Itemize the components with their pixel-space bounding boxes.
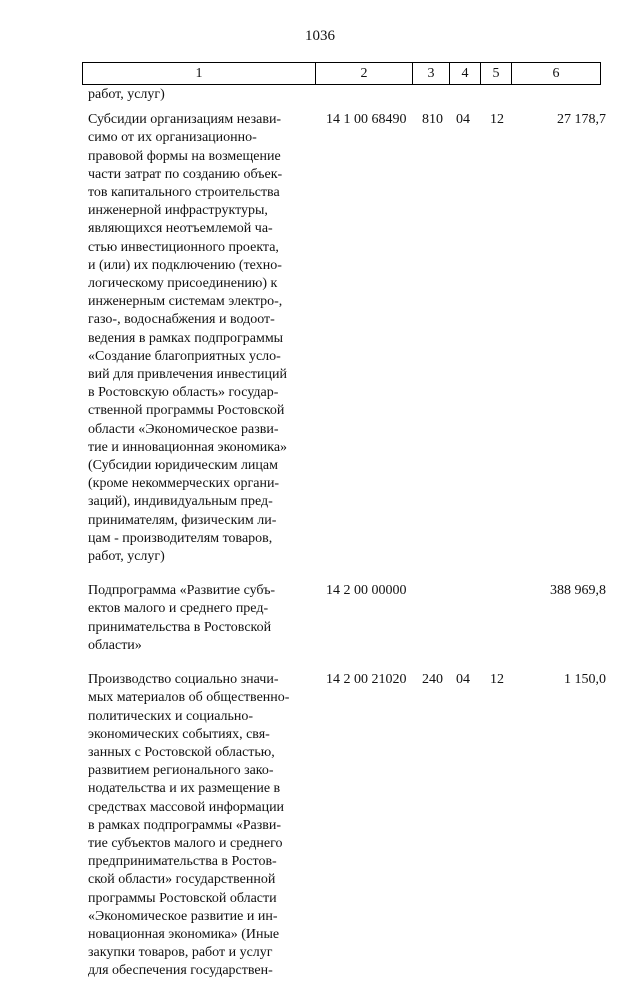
table-row xyxy=(88,111,608,566)
amount: 388 969,8 xyxy=(550,583,606,599)
target-article-code: 14 2 00 21020 xyxy=(326,672,407,688)
description-line: в рамках подпрограммы «Разви- xyxy=(88,817,282,833)
column-header-2: 2 xyxy=(316,63,413,85)
description-line: заций), индивидуальным пред- xyxy=(88,494,273,510)
budget-table-body xyxy=(88,86,608,997)
description-line: в Ростовскую область» государ- xyxy=(88,385,279,401)
description-line: логическому присоединению) к xyxy=(88,276,278,292)
description-line: инженерным системам электро-, xyxy=(88,294,283,310)
column-header-table xyxy=(82,62,601,85)
row-description xyxy=(88,111,308,566)
description-line: ектов малого и среднего пред- xyxy=(88,601,269,617)
column-header-6: 6 xyxy=(512,63,601,85)
description-line: работ, услуг) xyxy=(88,87,165,102)
section-code: 04 xyxy=(456,112,470,128)
description-line: предпринимательства в Ростов- xyxy=(88,854,277,870)
table-row xyxy=(88,86,608,104)
column-header-row xyxy=(83,63,601,85)
description-line: (кроме некоммерческих органи- xyxy=(88,476,280,492)
description-line: ведения в рамках подпрограммы xyxy=(88,330,284,346)
description-line: средствах массовой информации xyxy=(88,799,285,815)
description-line: тие субъектов малого и среднего xyxy=(88,835,283,851)
description-line: экономических событиях, свя- xyxy=(88,726,270,742)
description-line: являющихся неотъемлемой ча- xyxy=(88,221,273,237)
description-line: цам - производителям товаров, xyxy=(88,530,273,546)
section-code: 04 xyxy=(456,672,470,688)
description-line: стью инвестиционного проекта, xyxy=(88,239,279,255)
target-article-code: 14 1 00 68490 xyxy=(326,112,407,128)
description-line: новационная экономика» (Иные xyxy=(88,926,280,942)
description-line: «Создание благоприятных усло- xyxy=(88,348,281,364)
description-line: тов капитального строительства xyxy=(88,185,280,201)
amount: 27 178,7 xyxy=(557,112,606,128)
description-line: области» xyxy=(88,637,142,653)
description-line: ственной программы Ростовской xyxy=(88,403,285,419)
description-line: и (или) их подключению (техно- xyxy=(88,257,282,273)
description-line: мых материалов об общественно- xyxy=(88,690,290,706)
description-line: Подпрограмма «Развитие субъ- xyxy=(88,583,276,599)
subsection-code: 12 xyxy=(490,112,504,128)
expense-type: 810 xyxy=(422,112,443,128)
description-line: части затрат по созданию объек- xyxy=(88,166,283,182)
description-line: вий для привлечения инвестиций xyxy=(88,367,287,383)
table-row xyxy=(88,582,608,655)
description-line: развитием регионального зако- xyxy=(88,763,274,779)
description-line: для обеспечения государствен- xyxy=(88,963,273,979)
column-header-4: 4 xyxy=(450,63,481,85)
expense-type: 240 xyxy=(422,672,443,688)
row-description xyxy=(88,671,308,980)
row-description xyxy=(88,86,308,104)
description-line: инженерной инфраструктуры, xyxy=(88,203,268,219)
description-line: правовой формы на возмещение xyxy=(88,148,281,164)
column-header-5: 5 xyxy=(481,63,512,85)
description-line: газо-, водоснабжения и водоот- xyxy=(88,312,275,328)
column-header-3: 3 xyxy=(413,63,450,85)
description-line: программы Ростовской области xyxy=(88,890,277,906)
subsection-code: 12 xyxy=(490,672,504,688)
description-line: симо от их организационно- xyxy=(88,130,257,146)
target-article-code: 14 2 00 00000 xyxy=(326,583,407,599)
description-line: принимателям, физическим ли- xyxy=(88,512,277,528)
description-line: закупки товаров, работ и услуг xyxy=(88,945,273,961)
page-number: 1036 xyxy=(305,28,335,44)
description-line: работ, услуг) xyxy=(88,549,165,565)
amount: 1 150,0 xyxy=(564,672,606,688)
column-header-1: 1 xyxy=(83,63,316,85)
table-row xyxy=(88,671,608,980)
description-line: нодательства и их размещение в xyxy=(88,781,281,797)
description-line: занных с Ростовской областью, xyxy=(88,744,275,760)
description-line: Производство социально значи- xyxy=(88,672,279,688)
description-line: политических и социально- xyxy=(88,708,254,724)
description-line: тие и инновационная экономика» xyxy=(88,439,288,455)
description-line: ской области» государственной xyxy=(88,872,276,888)
description-line: Субсидии организациям незави- xyxy=(88,112,282,128)
description-line: области «Экономическое разви- xyxy=(88,421,279,437)
description-line: «Экономическое развитие и ин- xyxy=(88,908,278,924)
description-line: (Субсидии юридическим лицам xyxy=(88,458,278,474)
description-line: принимательства в Ростовской xyxy=(88,619,272,635)
row-description xyxy=(88,582,308,655)
